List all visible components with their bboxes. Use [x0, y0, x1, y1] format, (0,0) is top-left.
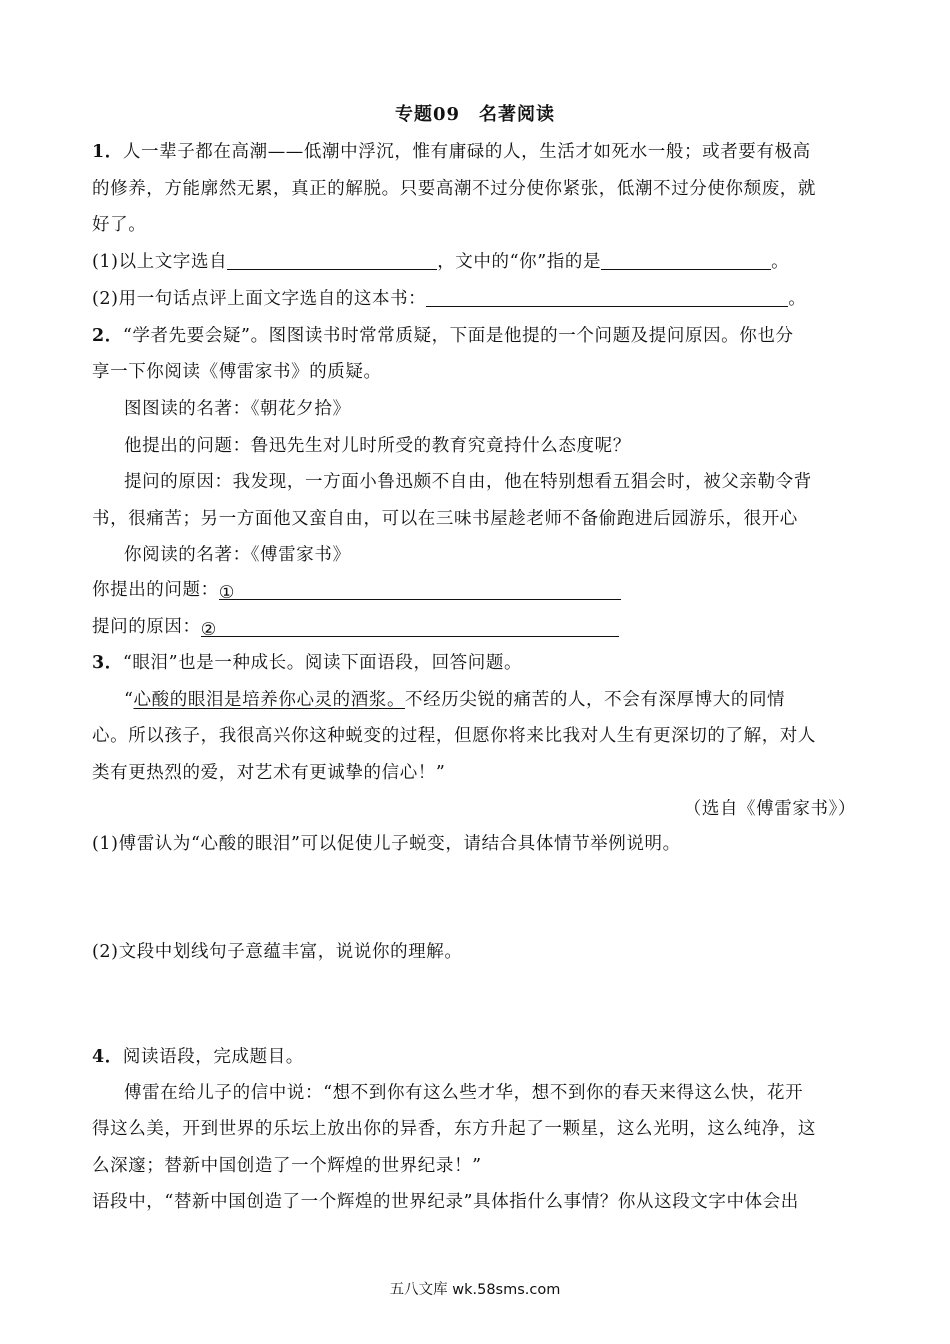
q2-line2: 享一下你阅读《傅雷家书》的质疑。: [92, 362, 382, 382]
q4-number: 4．: [92, 1047, 123, 1067]
q2-line1: 2．“学者先要会疑”。图图读书时常常质疑，下面是他提的一个问题及提问原因。你也分: [92, 326, 794, 346]
q4-para-line1: 傅雷在给儿子的信中说：“想不到你有这么些才华，想不到你的春天来得这么快，花开: [124, 1083, 804, 1103]
q2-blank-reason[interactable]: ②: [201, 618, 619, 637]
q3-sub2: (2)文段中划线句子意蕴丰富，说说你的理解。: [92, 942, 463, 962]
q3-quote-line1: “心酸的眼泪是培养你心灵的酒浆。不经历尖锐的痛苦的人，不会有深厚博大的同情: [124, 690, 786, 710]
q2-reason-line1: 提问的原因：我发现，一方面小鲁迅颇不自由，他在特别想看五猖会时，被父亲勒令背: [124, 472, 812, 492]
q1-blank-comment[interactable]: [426, 288, 788, 307]
q4-para-line3: 么深邃；替新中国创造了一个辉煌的世界纪录！”: [92, 1156, 482, 1176]
q1-line2: 的修养，方能廓然无累，真正的解脱。只要高潮不过分使你紧张，低潮不过分使你颓废，就: [92, 179, 816, 199]
q3-sub1-answer-space[interactable]: [92, 862, 862, 932]
q1-sub1: (1)以上文字选自 ，文中的“你”指的是 。: [92, 252, 790, 272]
q3-underlined-sentence: 心酸的眼泪是培养你心灵的酒浆。: [133, 690, 406, 710]
q3-sub1: (1)傅雷认为“心酸的眼泪”可以促使儿子蜕变，请结合具体情节举例说明。: [92, 834, 681, 854]
page-title: 专题09 名著阅读: [394, 104, 556, 125]
q1-line3: 好了。: [92, 215, 147, 235]
q1-line1: 1．人一辈子都在高潮——低潮中浮沉，惟有庸碌的人，生活才如死水一般；或者要有极高: [92, 142, 811, 162]
q2-blank-question[interactable]: ①: [219, 581, 621, 600]
q3-sub2-answer-space[interactable]: [92, 970, 862, 1038]
page-footer: 五八文库 wk.58sms.com: [389, 1282, 561, 1298]
q3-source: （选自《傅雷家书》）: [683, 799, 856, 819]
q2-your-question: 你提出的问题：①: [92, 578, 862, 602]
q3-number: 3．: [92, 653, 123, 673]
q2-book-label: 图图读的名著：《朝花夕拾》: [124, 399, 351, 419]
q4-question: 语段中，“替新中国创造了一个辉煌的世界纪录”具体指什么事情？你从这段文字中体会出: [92, 1192, 799, 1212]
q1-blank-you[interactable]: [601, 251, 771, 270]
q3-quote-line3: 类有更热烈的爱，对艺术有更诚挚的信心！”: [92, 763, 446, 783]
q3-quote-line2: 心。所以孩子，我很高兴你这种蜕变的过程，但愿你将来比我对人生有更深切的了解，对人: [92, 726, 816, 746]
q2-number: 2．: [92, 326, 123, 346]
q1-number: 1．: [92, 142, 123, 162]
q2-your-book: 你阅读的名著：《傅雷家书》: [124, 545, 351, 565]
q4-line1: 4．阅读语段，完成题目。: [92, 1047, 304, 1067]
q2-question: 他提出的问题：鲁迅先生对儿时所受的教育究竟持什么态度呢？: [124, 436, 631, 456]
q2-reason-line2: 书，很痛苦；另一方面他又蛮自由，可以在三味书屋趁老师不备偷跑进后园游乐，很开心: [92, 509, 798, 529]
q2-your-reason: 提问的原因：②: [92, 615, 862, 639]
q1-blank-book[interactable]: [227, 251, 437, 270]
q1-sub2: (2)用一句话点评上面文字选自的这本书： 。: [92, 289, 807, 309]
q3-line1: 3．“眼泪”也是一种成长。阅读下面语段，回答问题。: [92, 653, 523, 673]
q4-para-line2: 得这么美，开到世界的乐坛上放出你的异香，东方升起了一颗星，这么光明，这么纯净，这: [92, 1119, 816, 1139]
